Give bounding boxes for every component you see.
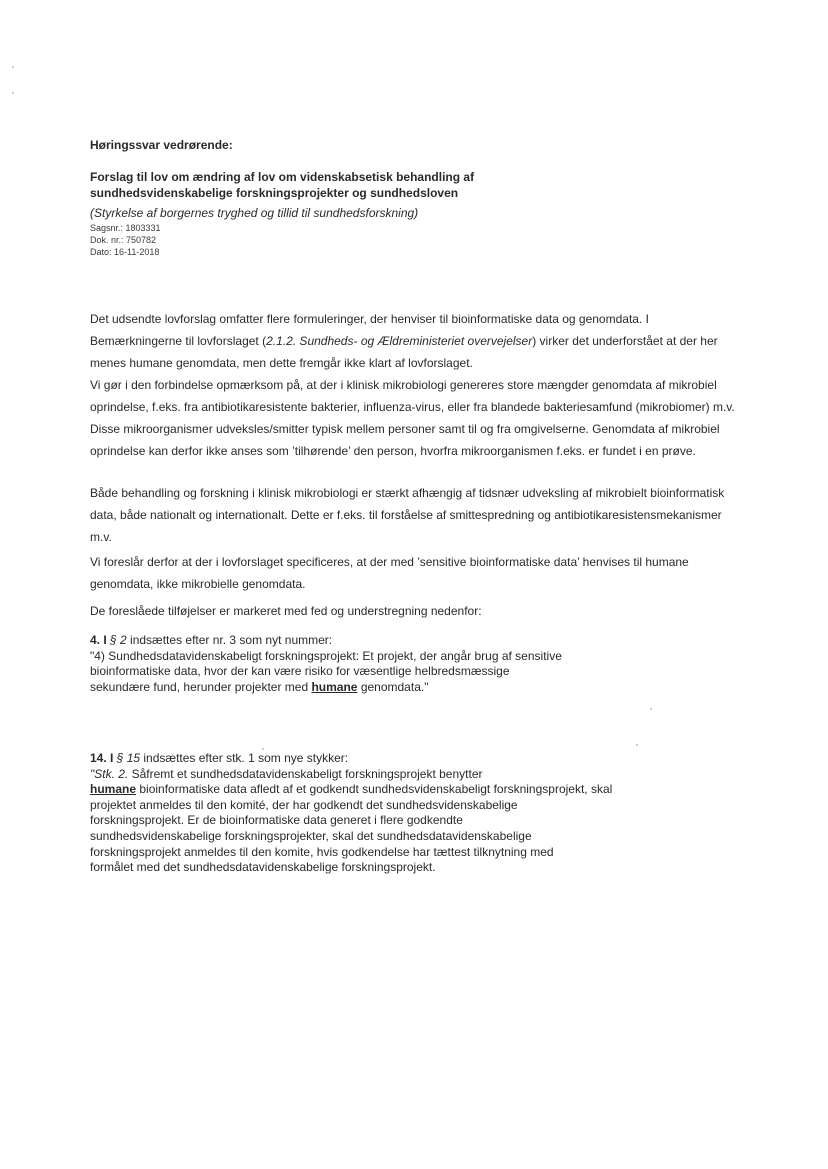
amendment-14: [90, 751, 740, 876]
amendment-14-intro: 14. I § 15 indsættes efter stk. 1 som nye stykker:: [90, 751, 349, 765]
scan-speck: [650, 708, 652, 710]
intro-text-2: ) virker det underforstået at der her menes humane genomdata, men dette fremgår ikke klart af lovforslaget.: [90, 334, 718, 370]
scan-speck: [12, 92, 14, 94]
subject-line-2: sundhedsvidenskabelige forskningsprojekter og sundhedsloven: [90, 186, 459, 200]
emphasis-humane: humane: [311, 679, 358, 694]
amendment-14-line-1: "Stk. 2. Såfremt et sundhedsdatavidenskabeligt forskningsprojekt benytter: [90, 766, 483, 781]
scan-speck: [636, 744, 638, 746]
amendment-14-line-3: projektet anmeldes til den komité, der har godkendt det sundhedsvidenskabelige: [90, 797, 518, 812]
scan-speck: [262, 748, 264, 750]
amendment-14-ref: § 15: [116, 751, 141, 765]
intro-paragraph: [90, 308, 740, 374]
amendment-14-line-7: formålet med det sundhedsdatavidenskabelige forskningsprojekt.: [90, 860, 436, 875]
amendment-4-line-1: "4) Sundhedsdatavidenskabeligt forskningsprojekt: Et projekt, der angår brug af sensitive: [90, 648, 562, 663]
amendment-4-line-3: sekundære fund, herunder projekter med humane genomdata.": [90, 679, 429, 694]
paragraph-microbial-data: Vi gør i den forbindelse opmærksom på, at der i klinisk mikrobiologi genereres store mængder genomdata af mikrobiel oprindelse, f.eks. fra antibiotikaresistente bakterier, influenza-virus, eller fra blandede bakteriesamfund (mikrobiomer) m.v. Disse mikroorganismer udveksles/smitter typisk mellem personer samt til og fra omgivelserne. Genomdata af mikrobiel oprindelse kan derfor ikke anses som ’tilhørende’ den person, hvorfra mikroorganismen f.eks. er fundet i en prøve.: [90, 378, 735, 458]
amendment-14-line-5: sundhedsvidenskabelige forskningsprojekter, skal det sundhedsdatavidenskabelige: [90, 828, 532, 843]
amendment-4-line-2: bioinformatiske data, hvor der kan være risiko for væsentlige helbredsmæssige: [90, 664, 510, 679]
intro-text-1: Det udsendte lovforslag omfatter flere formuleringer, der henviser til bioinformatiske data og genomdata. I Bemærkningerne til lovforslaget (: [90, 312, 649, 348]
scan-speck: [12, 66, 14, 68]
amendment-4: [90, 633, 740, 695]
emphasis-humane: humane: [90, 782, 137, 797]
amendment-14-line-4: forskningsprojekt. Er de bioinformatiske data generet i flere godkendte: [90, 813, 463, 828]
document-heading: Høringssvar vedrørende:: [90, 138, 233, 152]
paragraph-proposal: Vi foreslår derfor at der i lovforslaget specificeres, at der med ’sensitive bioinformatiske data’ henvises til humane genomdata, ikke mikrobielle genomdata.: [90, 555, 689, 591]
document-date: Dato: 16-11-2018: [90, 247, 160, 257]
amendment-4-ref: § 2: [110, 633, 127, 647]
stk-2-label: Stk. 2.: [94, 766, 129, 781]
document-number: Dok. nr.: 750782: [90, 235, 157, 245]
case-number: Sagsnr.: 1803331: [90, 223, 161, 233]
subject-line-1: Forslag til lov om ændring af lov om videnskabsetisk behandling af: [90, 170, 475, 184]
document-meta: [90, 222, 740, 258]
intro-reference: 2.1.2. Sundheds- og Ældreministeriet overvejelser: [266, 334, 533, 348]
subject-subtitle: (Styrkelse af borgernes tryghed og tillid til sundhedsforskning): [90, 206, 419, 220]
amendment-14-line-2: humane bioinformatiske data afledt af et godkendt sundhedsvidenskabeligt forskningsprojekt, skal: [90, 782, 613, 797]
paragraph-marking-note: De foreslåede tilføjelser er markeret med fed og understregning nedenfor:: [90, 604, 482, 618]
amendment-14-line-6: forskningsprojekt anmeldes til den komite, hvis godkendelse har tættest tilknytning med: [90, 844, 554, 859]
subject-title: [90, 169, 740, 201]
amendment-4-intro: 4. I § 2 indsættes efter nr. 3 som nyt nummer:: [90, 633, 333, 647]
paragraph-exchange: Både behandling og forskning i klinisk mikrobiologi er stærkt afhængig af tidsnær udveksling af mikrobielt bioinformatisk data, både nationalt og internationalt. Dette er f.eks. til forståelse af smittespredning og antibiotikaresistensmekanismer m.v.: [90, 486, 725, 544]
